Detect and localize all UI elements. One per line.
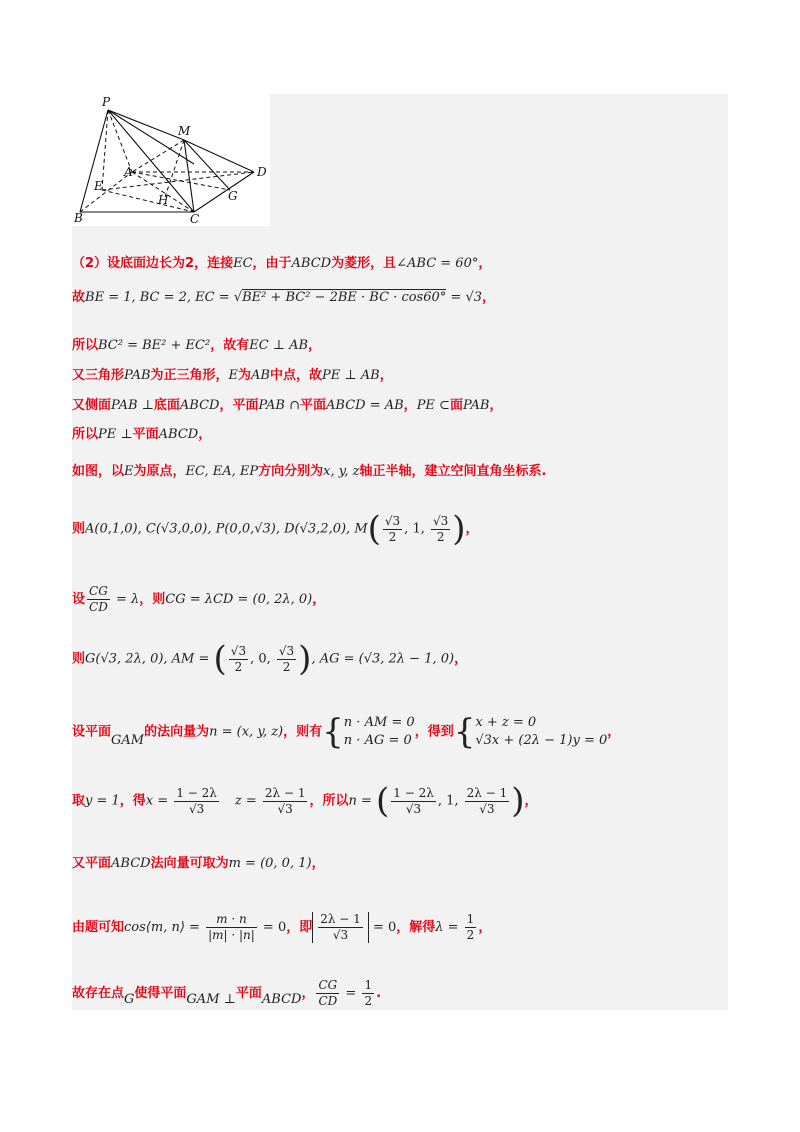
label-H: H (158, 193, 169, 207)
line-14: 由题可知cos⟨m, n⟩ = $\frac{m \cdot n}{|m| \cdot |n|}$ = 0，即 $\frac{2\lambda - 1}{√3}$ = 0，解得λ = $\frac{1}{2}$ ， (72, 912, 492, 942)
line-12: 取y = 1，得x = $\frac{1 - 2\lambda}{√3}$ z = $\frac{2\lambda - 1}{√3}$ ，所以n = ( $\frac{1 - 2\lambda}{√3}$ , 1, $\frac{2\lambda - 1}{√3}$ )， (72, 781, 538, 821)
line-11: 设平面GAM的法向量为n = (x, y, z)，则有{ n · AM = 0 n · AG = 0 ，得到{ x + z = 0 √3x + (2λ − 1)y = 0 ， (72, 712, 621, 752)
label-C: C (190, 212, 200, 226)
line-15: 故存在点G使得平面GAM ⊥平面ABCD， $\frac{CG}{CD}$ = $\frac{1}{2}$ . (72, 978, 382, 1008)
label-B: B (74, 211, 83, 225)
line-10: 则G(√3, 2λ, 0), AM = ( $\frac{√3}{2}$ , 0, $\frac{√3}{2}$ ), AG = (√3, 2λ − 1, 0)， (72, 639, 468, 679)
label-G: G (228, 189, 238, 203)
line-13: 又平面ABCD法向量可取为m = (0, 0, 1)， (72, 856, 325, 871)
line-8: 则A(0,1,0), C(√3,0,0), P(0,0,√3), D(√3,2,0), M( $\frac{√3}{2}$ , 1, $\frac{√3}{2}$ )， (72, 509, 479, 549)
pyramid-diagram (72, 94, 270, 226)
pyramid-figure (72, 94, 270, 226)
line-4: 又三角形PAB为正三角形，E为AB中点，故PE ⊥ AB， (72, 368, 393, 383)
label-E: E (94, 179, 103, 193)
label-D: D (257, 165, 267, 179)
line-6: 所以PE ⊥平面ABCD， (72, 427, 212, 442)
line-7: 如图，以E为原点，EC, EA, EP方向分别为x, y, z轴正半轴，建立空间直角坐标系. (72, 464, 547, 479)
line-1: （2）设底面边长为2，连接EC，由于ABCD为菱形，且∠ABC = 60°， (72, 256, 492, 271)
line-3: 所以BC² = BE² + EC²，故有EC ⊥ AB， (72, 338, 322, 353)
label-M: M (178, 124, 191, 138)
label-P: P (102, 95, 111, 109)
line-2: 故BE = 1, BC = 2, EC = √BE² + BC² − 2BE · BC · cos60° = √3， (72, 290, 496, 305)
label-A: A (124, 165, 133, 179)
line-9: 设 $\frac{CG}{CD}$ = λ，则CG = λCD = (0, 2λ, 0)， (72, 584, 326, 614)
line-5: 又侧面PAB ⊥底面ABCD，平面PAB ∩平面ABCD = AB，PE ⊂面PAB， (72, 398, 503, 413)
